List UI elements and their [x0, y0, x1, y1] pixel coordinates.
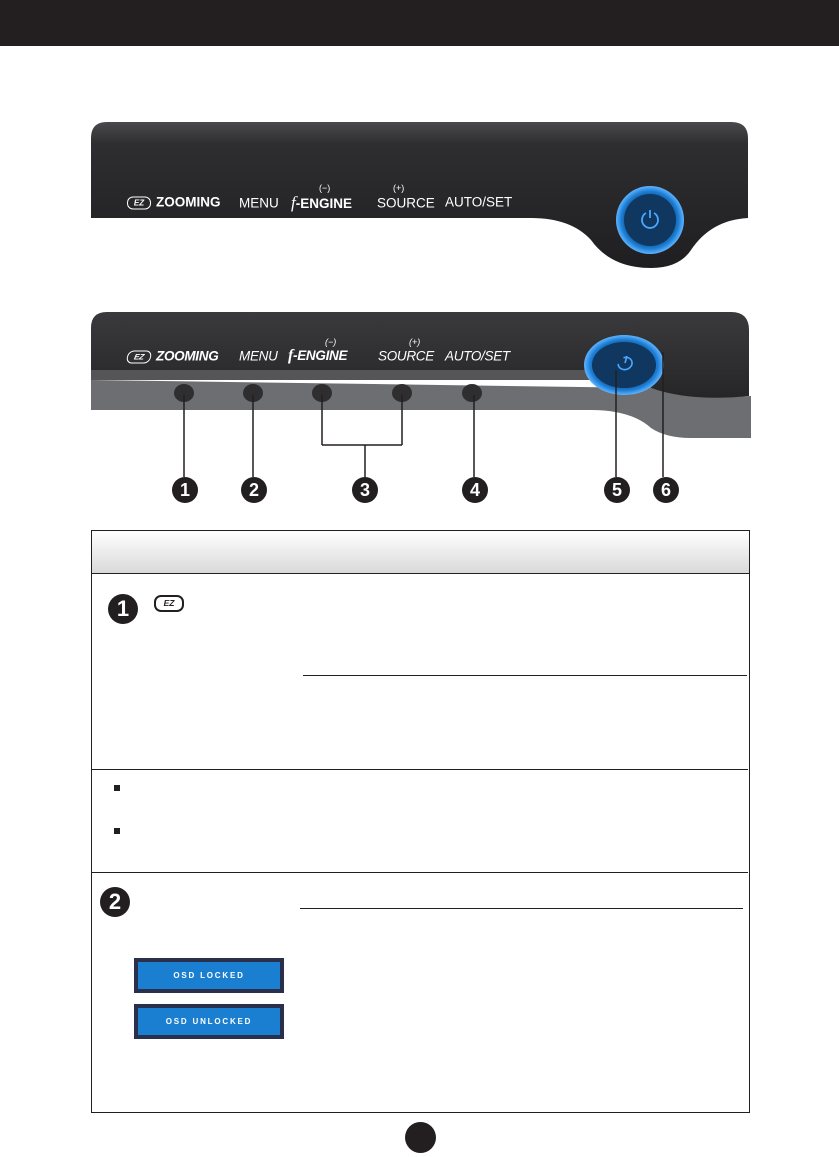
- callout-6: 6: [653, 477, 679, 503]
- menu-label-angled: MENU: [239, 348, 278, 364]
- callout-3: 3: [352, 477, 378, 503]
- row2-number: 2: [100, 887, 130, 917]
- bullet-2: [114, 828, 120, 834]
- callout-5: 5: [604, 477, 630, 503]
- ez-zoom-icon: EZ: [154, 595, 184, 612]
- row1-number: 1: [108, 594, 138, 624]
- callout-2: 2: [241, 477, 267, 503]
- bullet-1: [114, 785, 120, 791]
- menu-label: MENU: [239, 195, 279, 211]
- callout-1: 1: [172, 477, 198, 503]
- section-divider-1: [92, 769, 748, 770]
- osd-locked-label: OSD LOCKED: [138, 962, 280, 989]
- row1-divider: [303, 675, 747, 676]
- zooming-label-angled: EZ ZOOMING: [127, 349, 218, 364]
- table-header: [92, 531, 749, 574]
- section-divider-2: [92, 872, 748, 873]
- plus-mark-angled: (+): [409, 337, 421, 347]
- plus-mark: (+): [393, 183, 405, 193]
- minus-mark-angled: (−): [325, 337, 337, 347]
- autoset-label-angled: AUTO/SET: [445, 348, 510, 364]
- autoset-label: AUTO/SET: [445, 194, 513, 210]
- callout-4: 4: [462, 477, 488, 503]
- zooming-label: EZ ZOOMING: [127, 195, 221, 210]
- row2-divider: [300, 908, 743, 909]
- osd-locked-box: [134, 958, 284, 993]
- osd-unlocked-label: OSD UNLOCKED: [138, 1008, 280, 1035]
- page-number-badge: [405, 1122, 436, 1153]
- source-label: SOURCE: [377, 195, 435, 211]
- osd-unlocked-box: [134, 1004, 284, 1039]
- minus-mark: (−): [319, 183, 331, 193]
- source-label-angled: SOURCE: [378, 348, 434, 364]
- callout-lines: [0, 0, 839, 520]
- f-engine-label: f-ENGINE: [291, 193, 352, 212]
- f-engine-label-angled: f-ENGINE: [288, 347, 348, 364]
